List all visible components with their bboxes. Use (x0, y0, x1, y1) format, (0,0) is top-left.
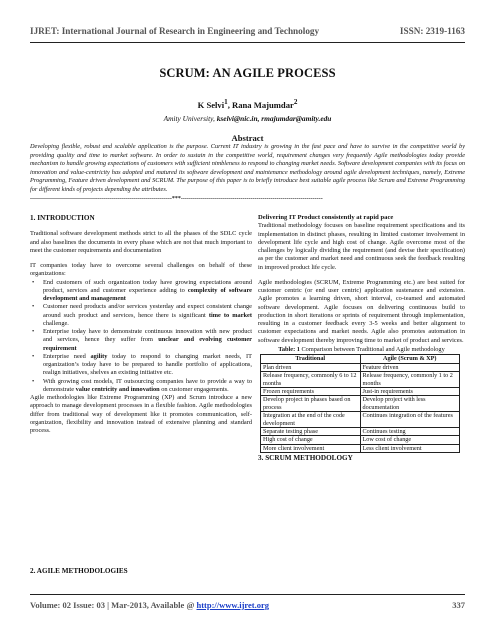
table-row (261, 372, 460, 388)
institution: Amity University, (163, 114, 217, 123)
volume-text: Volume: 02 Issue: 03 | Mar-2013, Available @ (30, 600, 197, 610)
table-row (261, 412, 460, 428)
right-paragraph-1: Traditional methodology focuses on baseline requirement specifications and its implementation in distinct phases, resulting in limited customer involvement in development life cycle and high cost of change. Agile overcome most of the challenges by logically dividing the requirement (and devise their specification) as per the customer and market need and continuous seek the feedback resulting in improved product life cycle. (258, 222, 465, 271)
bullet-text: Enterprise need (43, 352, 91, 360)
abstract-separator: -----------------------------------------------------------------------***----------------------------------------------------------------------- (30, 196, 323, 202)
intro-paragraph-3: Agile methodologies like Extreme Programming (XP) and Scrum introduce a new approach to manage development processes in a flexible fashion. Agile methodologies differ from traditional way of development like it promotes communication, self-organization, flexibility and innovation instead of extensive planning and standard process. (30, 394, 252, 434)
bullet-text-end: on customer engagements. (159, 385, 229, 393)
bullet-emphasis: unclear and evolving customer requirement (43, 336, 252, 352)
author-separator: , (227, 99, 232, 110)
bullet-text: End customers of such organization today have growing expectations around product, services and customer experience adding to (43, 278, 252, 294)
bullet-emphasis: value centricity and innovation (75, 385, 160, 393)
page-number: 337 (452, 600, 465, 610)
table-row (261, 363, 460, 371)
journal-link[interactable]: http://www.ijret.org (196, 600, 270, 610)
table-cell: Develop project in phases based on process (261, 396, 361, 412)
table-caption (258, 346, 465, 354)
table-cell: Feature driven (360, 363, 460, 371)
table-cell: Release frequency, commonly 6 to 12 months (261, 372, 361, 388)
bullet-emphasis: agility (90, 352, 108, 360)
table-cell: Continues testing (360, 428, 460, 436)
bullet-emphasis: time to market (208, 311, 252, 319)
list-item (43, 378, 252, 395)
table-cell: Frozen requirements (261, 387, 361, 395)
table-cell: More client involvement (261, 444, 361, 452)
section-1-heading: 1. INTRODUCTION (30, 214, 95, 222)
table-label: Table: 1 (278, 345, 300, 353)
running-header (30, 26, 465, 40)
subsection-heading: Delivering IT Product consistently at rapid pace (258, 214, 394, 221)
bullet-text: Enterprise today have to demonstrate continuous innovation with new product and services, hence they suffer from (43, 328, 252, 344)
table-cell: Integration at the end of the code development (261, 412, 361, 428)
journal-name: IJRET: International Journal of Research in Engineering and Technology (30, 26, 320, 36)
list-item (43, 328, 252, 353)
table-row (261, 444, 460, 452)
author-1: K Selvi (197, 99, 225, 110)
list-item (43, 353, 252, 378)
authors (0, 98, 495, 110)
table-cell: Develop project with less documentation (360, 396, 460, 412)
table-row (261, 436, 460, 444)
left-column (30, 214, 252, 442)
author-1-affil-mark: 1 (224, 98, 228, 106)
table-caption-text: Comparison between Traditional and Agile methodology (299, 345, 445, 353)
intro-paragraph-2: IT companies today have to overcome several challenges on behalf of these organizations: (30, 262, 252, 278)
bullet-text-end: today to respond to changing market needs, IT organization’s today have to be prepared to handle portfolio of applications, realign initiatives, shelves an existing initiative etc. (43, 352, 252, 377)
table-row (261, 396, 460, 412)
footer-rule (30, 594, 465, 595)
bullet-text: With growing cost models, IT outsourcing companies have to provide a way to demonstrate (43, 377, 252, 393)
bullet-emphasis: complexity of software development (43, 286, 252, 302)
affiliation (0, 114, 495, 123)
list-item (43, 303, 252, 328)
abstract-text: Developing flexible, robust and scalable application is the purpose. Current IT industry is growing in the fast pace and have to survive in the competitive world by providing quality and time to market software. In order to sustain in the competitive world, requirement changes very frequently Agile methodologies today provide mechanism to handle growing expectations of customers with sufficient nimbleness to respond to changing market needs. Software development companies with its focus on innovation and value-centricity has adopted and matured its software development and maintenance methodology around agile development techniques, namely, Extreme Programming, Feature driven development and SCRUM. The purpose of this paper is to briefly introduce best suitable agile process like Scrum and Extreme Programming for different kinds of projects depending the attributes. (30, 143, 465, 193)
comparison-table (260, 354, 460, 453)
column-header-agile: Agile (Scrum & XP) (360, 355, 460, 363)
intro-paragraph-1: Traditional software development methods strict to all the phases of the SDLC cycle and also baselines the documents in every phase which are not that much important to meet the customer requirements and documentation (30, 230, 252, 254)
table-row (261, 387, 460, 395)
section-3-heading: 3. SCRUM METHODOLOGY (258, 454, 353, 463)
bullet-emphasis-end: and management (77, 295, 126, 302)
table-cell: Continues integration of the features (360, 412, 460, 428)
bullet-text: Customer need products and/or services yesterday and expect consistent change around such product and services, hence there is significant (43, 303, 252, 319)
column-header-traditional: Traditional (261, 355, 361, 363)
table-header-row (261, 355, 460, 363)
table-cell: High cost of change (261, 436, 361, 444)
abstract-heading: Abstract (231, 133, 264, 143)
header-rule (30, 42, 465, 43)
section-2-heading: 2. AGILE METHODOLOGIES (30, 567, 128, 575)
table-cell: Separate testing phase (261, 428, 361, 436)
table-cell: Just-in requirements (360, 387, 460, 395)
table-cell: Release frequency, commonly 1 to 2 months (360, 372, 460, 388)
list-item (43, 279, 252, 304)
volume-info (30, 600, 269, 610)
challenges-list (30, 279, 252, 395)
table-cell: Less client involvement (360, 444, 460, 452)
author-2: Rana Majumdar (231, 99, 294, 110)
table-cell: Plan driven (261, 363, 361, 371)
bullet-text-end: challenge. (43, 319, 69, 327)
author-2-affil-mark: 2 (293, 98, 298, 106)
author-emails: kselvi@nic.in, rmajumdar@amity.edu (216, 114, 332, 123)
issn: ISSN: 2319-1163 (399, 26, 465, 36)
table-cell: Low cost of change (360, 436, 460, 444)
right-paragraph-2: Agile methodologies (SCRUM, Extreme Programming etc.) are best suited for customer centric (or end user centric) application sustenance and extension. Agile promotes a learning driven, short interval, co-teamed and automated software development. Agile focuses on delivering continuous build to production in short iterations or sprints of requirement through implementation, resulting in a customer feedback every 3-5 weeks and better alignment to customer expectations and market needs. Agile also promotes automation in software development thereby improving time to market of product and services. (258, 278, 465, 344)
right-column (258, 214, 465, 462)
paper-title: SCRUM: AN AGILE PROCESS (159, 66, 336, 80)
table-row (261, 428, 460, 436)
